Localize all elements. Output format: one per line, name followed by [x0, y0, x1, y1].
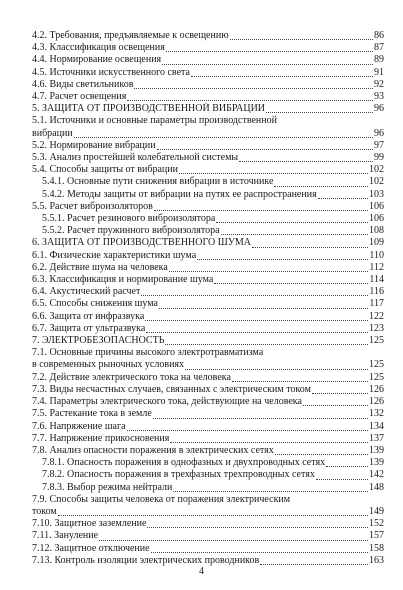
toc-leader-dots	[141, 295, 368, 296]
toc-entry	[32, 457, 384, 469]
toc-leader-dots	[197, 259, 368, 260]
toc-entry	[32, 372, 384, 384]
toc-leader-dots	[316, 479, 368, 480]
toc-leader-dots	[153, 418, 368, 419]
toc-entry	[32, 408, 384, 420]
toc-leader-dots	[252, 247, 368, 248]
toc-entry-title: 6.4. Акустический расчет	[32, 286, 141, 298]
toc-entry	[32, 262, 384, 274]
toc-leader-dots	[162, 64, 373, 65]
toc-leader-dots	[173, 491, 368, 492]
toc-entry-title: 5.4. Способы защиты от вибрации	[32, 164, 178, 176]
toc-entry-page: 122	[369, 310, 384, 322]
toc-entry-page: 123	[369, 322, 384, 334]
toc-entry	[32, 359, 384, 371]
toc-leader-dots	[74, 137, 373, 138]
toc-leader-dots	[266, 112, 373, 113]
toc-entry-page: 158	[369, 542, 384, 554]
toc-entry-page: 109	[369, 237, 384, 249]
toc-entry-title: 5.5.2. Расчет пружинного виброизолятора	[42, 225, 220, 237]
toc-entry-page: 86	[374, 30, 384, 41]
toc-entry-title: 7.5. Растекание тока в земле	[32, 408, 152, 420]
toc-entry-title: 7.11. Зануление	[32, 530, 99, 542]
toc-entry-title: 7.8.1. Опасность поражения в однофазных и двухпроводных сетях	[42, 457, 326, 469]
toc-entry	[32, 128, 384, 140]
toc-entry-title: 7.7. Напряжение прикосновения	[32, 432, 170, 444]
toc-leader-dots	[179, 173, 368, 174]
toc-leader-dots	[260, 564, 368, 565]
toc-entry-page: 125	[369, 335, 384, 347]
toc-entry-page: 126	[369, 396, 384, 408]
toc-entry-title: 6.7. Защита от ультразвука	[32, 322, 146, 334]
toc-entry	[32, 543, 384, 555]
toc-leader-dots	[214, 283, 368, 284]
toc-leader-dots	[169, 271, 369, 272]
toc-leader-dots	[147, 527, 368, 528]
toc-entry	[32, 79, 384, 91]
toc-entry	[32, 201, 384, 213]
toc-entry-title: 6. ЗАЩИТА ОТ ПРОИЗВОДСТВЕННОГО ШУМА	[32, 237, 252, 249]
toc-leader-dots	[216, 222, 368, 223]
toc-entry-page: 110	[369, 249, 384, 261]
toc-entry-page: 148	[369, 481, 384, 493]
toc-entry-title: 5.5. Расчет виброизоляторов	[32, 200, 153, 212]
toc-entry	[32, 518, 384, 530]
toc-entry	[32, 225, 384, 237]
toc-entry	[32, 42, 384, 54]
toc-entry-title: 7.4. Параметры электрического тока, действующие на человека	[32, 396, 302, 408]
toc-entry-page: 91	[374, 66, 384, 78]
toc-entry-page: 103	[369, 188, 384, 200]
toc-leader-dots	[303, 405, 368, 406]
toc-entry	[32, 494, 384, 506]
toc-entry-title: 4.2. Требования, предъявляемые к освещению	[32, 30, 229, 41]
toc-entry-title: 7.2. Действие электрического тока на человека	[32, 371, 231, 383]
toc-entry	[32, 323, 384, 335]
toc-entry-page: 112	[369, 261, 384, 273]
toc-entry-page: 163	[369, 554, 384, 566]
toc-entry-title: 4.4. Нормирование освещения	[32, 54, 162, 66]
page-number: 4	[199, 566, 204, 577]
toc-entry-page: 132	[369, 408, 384, 420]
toc-leader-dots	[230, 39, 373, 40]
toc-entry-title: 7.9. Способы защиты человека от поражения электрическим	[32, 493, 291, 505]
toc-entry-title: 4.7. Расчет освещения	[32, 91, 127, 103]
toc-entry-page: 117	[369, 298, 384, 310]
toc-entry-page: 116	[369, 286, 384, 298]
toc-leader-dots	[145, 320, 368, 321]
toc-entry	[32, 176, 384, 188]
toc-entry	[32, 103, 384, 115]
toc-leader-dots	[185, 369, 368, 370]
toc-entry	[32, 506, 384, 518]
toc-leader-dots	[166, 51, 373, 52]
toc-entry-title: 7.10. Защитное заземление	[32, 518, 147, 530]
toc-entry-page: 92	[374, 78, 384, 90]
toc-entry	[32, 421, 384, 433]
toc-entry-title: 6.6. Защита от инфразвука	[32, 310, 145, 322]
toc-leader-dots	[146, 332, 368, 333]
toc-entry-title: 4.5. Источники искусственного света	[32, 66, 190, 78]
toc-entry	[32, 347, 384, 359]
toc-entry	[32, 469, 384, 481]
toc-entry-title: 4.6. Виды светильников	[32, 78, 134, 90]
toc-leader-dots	[134, 88, 373, 89]
toc-entry	[32, 274, 384, 286]
toc-entry-title: 6.5. Способы снижения шума	[32, 298, 158, 310]
toc-entry-page: 108	[369, 225, 384, 237]
toc-entry-page: 114	[369, 274, 384, 286]
toc-entry-page: 99	[374, 152, 384, 164]
toc-entry-title: 5.5.1. Расчет резинового виброизолятора	[42, 213, 216, 225]
toc-entry-title: 6.3. Классификация и нормирование шума	[32, 274, 214, 286]
toc-entry-title: 6.1. Физические характеристики шума	[32, 249, 197, 261]
toc-entry-title: 5.2. Нормирование вибрации	[32, 139, 156, 151]
toc-entry	[32, 286, 384, 298]
toc-entry-page: 106	[369, 213, 384, 225]
toc-entry	[32, 152, 384, 164]
toc-entry-page: 149	[369, 505, 384, 517]
toc-leader-dots	[127, 430, 368, 431]
toc-leader-dots	[58, 515, 368, 516]
toc-entry	[32, 530, 384, 542]
toc-entry	[32, 250, 384, 262]
toc-entry	[32, 140, 384, 152]
toc-entry-title: 5.4.1. Основные пути снижения вибрации в источнике	[42, 176, 274, 188]
toc-leader-dots	[312, 393, 368, 394]
toc-leader-dots	[99, 540, 368, 541]
toc-entry-title: 7.8. Анализ опасности поражения в электрических сетях	[32, 444, 274, 456]
toc-entry-page: 125	[369, 371, 384, 383]
toc-leader-dots	[170, 442, 368, 443]
toc-entry-title: 7.13. Контроль изоляции электрических проводников	[32, 554, 260, 566]
toc-entry-page: 126	[369, 383, 384, 395]
toc-entry	[32, 67, 384, 79]
toc-entry-page: 96	[374, 127, 384, 139]
toc-leader-dots	[239, 161, 373, 162]
toc-entry	[32, 311, 384, 323]
toc-entry	[32, 189, 384, 201]
toc-entry-title: 7.8.3. Выбор режима нейтрали	[42, 481, 173, 493]
toc-entry-title: 6.2. Действие шума на человека	[32, 261, 168, 273]
toc-entry-page: 125	[369, 359, 384, 371]
toc-entry	[32, 384, 384, 396]
toc-entry-page: 87	[374, 42, 384, 54]
toc-entry	[32, 396, 384, 408]
toc-entry-title: током	[32, 505, 57, 517]
toc-entry-title: 4.3. Классификация освещения	[32, 42, 165, 54]
toc-entry-title: 7. ЭЛЕКТРОБЕЗОПАСНОСТЬ	[32, 335, 165, 347]
toc-leader-dots	[165, 344, 368, 345]
toc-entry-title: в современных рыночных условиях	[32, 359, 185, 371]
toc-entry	[32, 213, 384, 225]
toc-leader-dots	[232, 381, 368, 382]
toc-entry-page: 142	[369, 469, 384, 481]
toc-entry-title: 7.3. Виды несчастных случаев, связанных с электрическим током	[32, 383, 311, 395]
toc-entry	[32, 298, 384, 310]
toc-entry-title: вибрации	[32, 127, 73, 139]
toc-leader-dots	[154, 210, 368, 211]
toc-entry-title: 5. ЗАЩИТА ОТ ПРОИЗВОДСТВЕННОЙ ВИБРАЦИИ	[32, 103, 266, 115]
toc-entry-page: 93	[374, 91, 384, 103]
toc-entry-title: 5.1. Источники и основные параметры производственной	[32, 115, 277, 127]
toc-entry-page: 137	[369, 432, 384, 444]
toc-entry-page: 96	[374, 103, 384, 115]
toc-entry-title: 5.4.2. Методы защиты от вибрации на путях ее распространения	[42, 188, 317, 200]
toc-leader-dots	[318, 198, 368, 199]
toc-entry-title: 7.1. Основные причины высокого электротравматизма	[32, 347, 264, 359]
toc-entry-page: 139	[369, 457, 384, 469]
toc-entry-title: 5.3. Анализ простейшей колебательной системы	[32, 152, 239, 164]
toc-leader-dots	[159, 308, 368, 309]
toc-entry	[32, 54, 384, 66]
toc-leader-dots	[326, 466, 368, 467]
toc-entry	[32, 30, 384, 42]
toc-entry-page: 157	[369, 530, 384, 542]
toc-leader-dots	[221, 234, 368, 235]
toc-entry-page: 89	[374, 54, 384, 66]
toc-leader-dots	[157, 149, 373, 150]
toc-entry-page: 134	[369, 420, 384, 432]
toc-leader-dots	[274, 186, 368, 187]
table-of-contents	[32, 30, 384, 567]
toc-entry-page: 139	[369, 444, 384, 456]
toc-leader-dots	[191, 76, 373, 77]
toc-leader-dots	[127, 100, 373, 101]
toc-entry-page: 152	[369, 518, 384, 530]
toc-entry	[32, 335, 384, 347]
toc-entry	[32, 433, 384, 445]
toc-entry	[32, 445, 384, 457]
toc-entry	[32, 482, 384, 494]
toc-entry-title: 7.8.2. Опасность поражения в трехфазных трехпроводных сетях	[42, 469, 315, 481]
toc-entry-title: 7.12. Защитное отключение	[32, 542, 150, 554]
toc-entry-page: 106	[369, 200, 384, 212]
toc-leader-dots	[151, 552, 368, 553]
toc-entry-title: 7.6. Напряжение шага	[32, 420, 126, 432]
toc-entry	[32, 91, 384, 103]
toc-entry	[32, 164, 384, 176]
toc-entry-page: 97	[374, 139, 384, 151]
toc-leader-dots	[275, 454, 368, 455]
toc-entry-page: 102	[369, 176, 384, 188]
toc-entry	[32, 115, 384, 127]
toc-entry	[32, 237, 384, 249]
toc-entry-page: 102	[369, 164, 384, 176]
